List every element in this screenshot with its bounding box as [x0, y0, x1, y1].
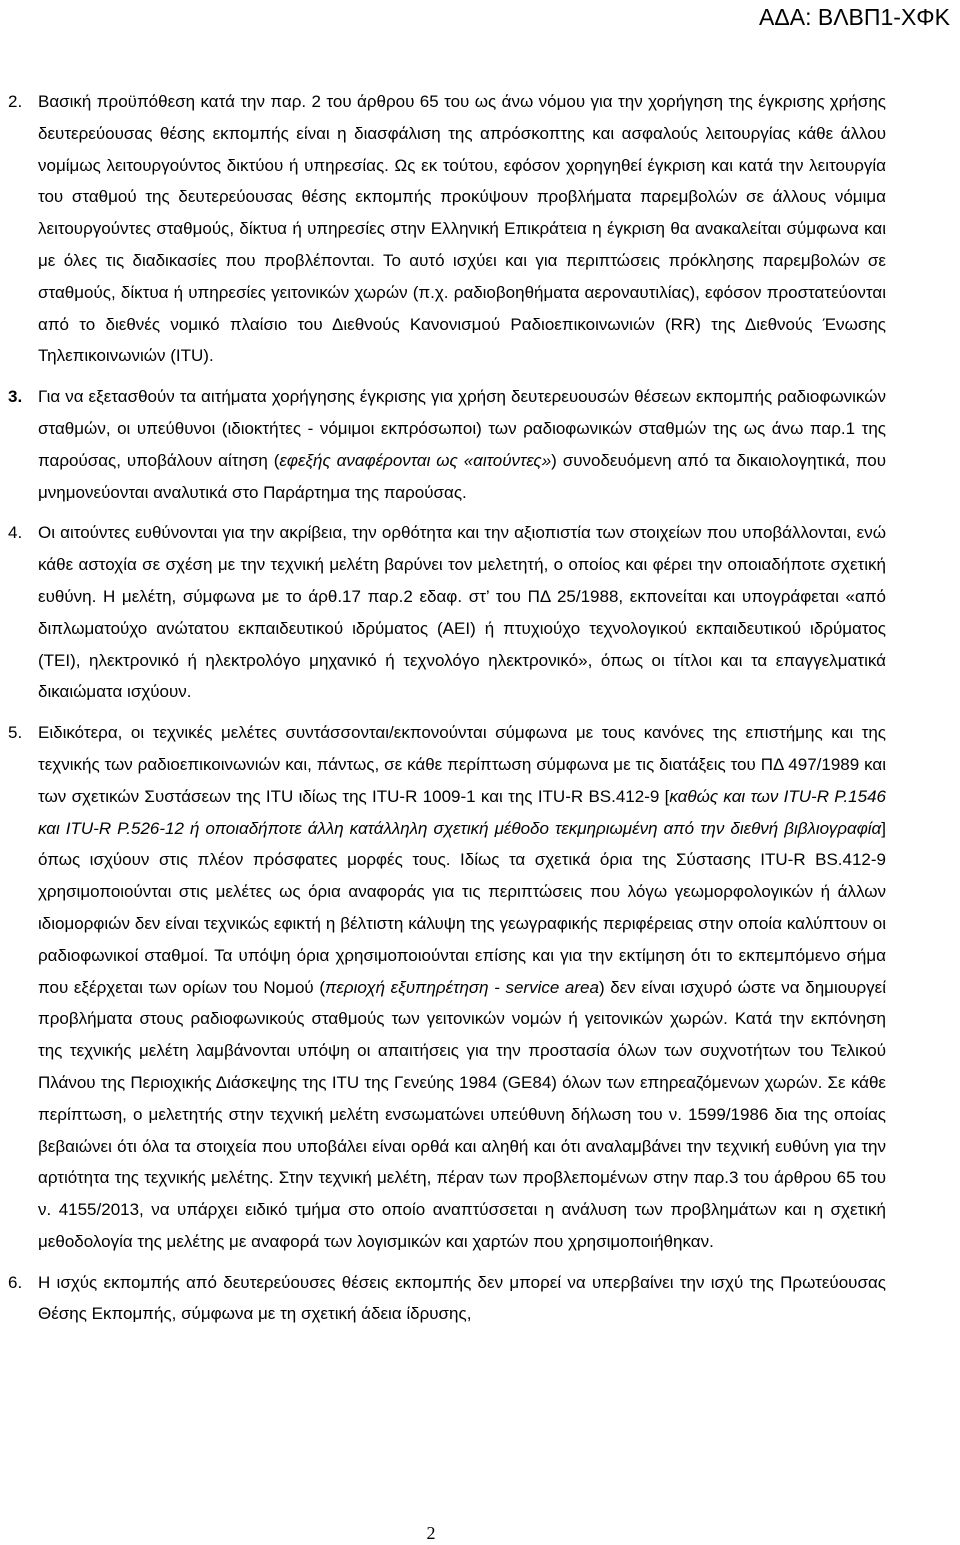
paragraph-number: 4.	[8, 523, 23, 543]
paragraph-6	[8, 1267, 886, 1331]
paragraph-text: Η ισχύς εκπομπής από δευτερεύουσες θέσεις εκπομπής δεν μπορεί να υπερβαίνει την ισχύ της Πρωτεύουσας Θέσης Εκπομπής, σύμφωνα με τη σχετική άδεια ίδρυσης,	[38, 1272, 886, 1324]
paragraph-text: Ειδικότερα, οι τεχνικές μελέτες συντάσσονται/εκπονούνται σύμφωνα με τους κανόνες της επιστήμης και της τεχνικής των ραδιοεπικοινωνιών και, πάντως, σε κάθε περίπτωση σύμφωνα με τις διατάξεις του ΠΔ 497/1989 και των σχετικών Συστάσεων της ITU ιδίως της ITU-R 1009-1 και της ITU-R BS.412-9 [	[38, 723, 886, 806]
paragraph-4	[8, 517, 886, 708]
paragraph-number: 5.	[8, 723, 23, 743]
document-body	[8, 86, 886, 1330]
paragraph-italic-text: εφεξής αναφέρονται ως «αιτούντες»	[279, 450, 552, 470]
paragraph-number: 6.	[8, 1272, 23, 1292]
paragraph-number: 2.	[8, 92, 23, 111]
paragraph-3	[8, 381, 886, 508]
paragraph-2	[8, 86, 886, 372]
paragraph-text: Οι αιτούντες ευθύνονται για την ακρίβεια, την ορθότητα και την αξιοπιστία των στοιχείων που υποβάλλονται, ενώ κάθε αστοχία σε σχέση με την τεχνική μελέτη βαρύνει τον μελετητή, ο οποίος και φέρει την οποιαδήποτε σχετική ευθύνη. Η μελέτη, σύμφωνα με το άρθ.17 παρ.2 εδαφ. στ’ του ΠΔ 25/1988, εκπονείται και υπογράφεται «από διπλωματούχο ανώτατου εκπαιδευτικού ιδρύματος (ΑΕΙ) ή πτυχιούχο τεχνολογικού εκπαιδευτικού ιδρύματος (ΤΕΙ), ηλεκτρονικό ή ηλεκτρολόγο μηχανικό ή τεχνολόγο ηλεκτρονικό», όπως οι τίτλοι και τα επαγγελματικά δικαιώματα ισχύουν.	[38, 523, 886, 702]
paragraph-italic-text: περιοχή εξυπηρέτηση - service area	[324, 977, 599, 997]
paragraph-text: ) δεν είναι ισχυρό ώστε να δημιουργεί προβλήματα στους ραδιοφωνικούς σταθμούς των γειτονικών νομών ή γειτονικών χωρών. Κατά την εκπόνηση της τεχνικής μελέτη λαμβάνονται υπόψη οι απαιτήσεις για την προστασία όλων των συχνοτήτων του Τελικού Πλάνου της Περιοχικής Διάσκεψης της ITU της Γενεύης 1984 (GE84) όλων των επηρεαζόμενων χωρών. Σε κάθε περίπτωση, ο μελετητής στην τεχνική μελέτη ενσωματώνει υπεύθυνη δήλωση του ν. 1599/1986 δια της οποίας βεβαιώνει ότι όλα τα στοιχεία που υποβάλει είναι ορθά και αληθή και ότι αναλαμβάνει την τεχνική ευθύνη για την αρτιότητα της τεχνικής μελέτης. Στην τεχνική μελέτη, πέραν των προβλεπομένων στην παρ.3 του άρθρου 65 του ν. 4155/2013, να υπάρχει ειδικό τμήμα στο οποίο αναπτύσσεται η ανάλυση των προβλημάτων και η σχετική μεθοδολογία της μελέτης με αναφορά των λογισμικών και χαρτών που χρησιμοποιήθηκαν.	[38, 977, 886, 1251]
ada-code: ΑΔΑ: ΒΛΒΠ1-ΧΦΚ	[759, 4, 950, 30]
paragraph-text: Βασική προϋπόθεση κατά την παρ. 2 του άρθρου 65 του ως άνω νόμου για την χορήγηση της έγκρισης χρήσης δευτερεύουσας θέσης εκπομπής είναι η διασφάλιση της απρόσκοπτης και ασφαλούς λειτουργίας κάθε άλλου νομίμως λειτουργούντος δικτύου ή υπηρεσίας. Ως εκ τούτου, εφόσον χορηγηθεί έγκριση και κατά την λειτουργία του σταθμού της δευτερεύουσας θέσης εκπομπής προκύψουν προβλήματα παρεμβολών σε άλλους νόμιμα λειτουργούντες σταθμούς, δίκτυα ή υπηρεσίες στην Ελληνική Επικράτεια η έγκριση θα ανακαλείται σύμφωνα και με όλες τις διαδικασίες που προβλέπονται. Το αυτό ισχύει και για περιπτώσεις πρόκλησης παρεμβολών σε σταθμούς, δίκτυα ή υπηρεσίες γειτονικών χωρών (π.χ. ραδιοβοηθήματα αεροναυτιλίας), εφόσον προστατεύονται από το διεθνές νομικό πλαίσιο του Διεθνούς Κανονισμού Ραδιοεπικοινωνιών (RR) της Διεθνούς Ένωσης Τηλεπικοινωνιών (ITU).	[38, 92, 886, 366]
paragraph-text: ) συνοδευόμενη από τα δικαιολογητικά, που μνημονεύονται αναλυτικά στο Παράρτημα της παρούσας.	[38, 450, 887, 502]
paragraph-5	[8, 717, 886, 1258]
paragraph-text: ] όπως ισχύουν στις πλέον πρόσφατες μορφές τους. Ιδίως τα σχετικά όρια της Σύστασης ITU-R BS.412-9 χρησιμοποιούνται στις μελέτες ως όρια αναφοράς για τις περιπτώσεις που λόγω γεωμορφολογικών ή άλλων ιδιομορφιών δεν είναι τεχνικώς εφικτή η βέλτιστη κάλυψη της γεωγραφικής περιφέρειας στην οποία καλύπτουν οι ραδιοφωνικοί σταθμοί. Τα υπόψη όρια χρησιμοποιούνται επίσης και για την εκτίμηση ότι το εκπεμπόμενο σήμα που εξέρχεται των ορίων του Νομού (	[38, 818, 886, 997]
paragraph-number: 3.	[8, 387, 23, 407]
page-number: 2	[426, 1523, 436, 1543]
paragraph-italic-text: καθώς και των ITU-R P.1546 και ITU-R P.526-12 ή οποιαδήποτε άλλη κατάλληλη σχετική μέθοδο τεκμηριωμένη από την διεθνή βιβλιογραφία	[38, 786, 886, 838]
paragraph-text: Για να εξετασθούν τα αιτήματα χορήγησης έγκρισης για χρήση δευτερευουσών θέσεων εκπομπής ραδιοφωνικών σταθμών, οι υπεύθυνοι (ιδιοκτήτες - νόμιμοι εκπρόσωποι) των ραδιοφωνικών σταθμών της ως άνω παρ.1 της παρούσας, υποβάλουν αίτηση (	[38, 387, 886, 470]
